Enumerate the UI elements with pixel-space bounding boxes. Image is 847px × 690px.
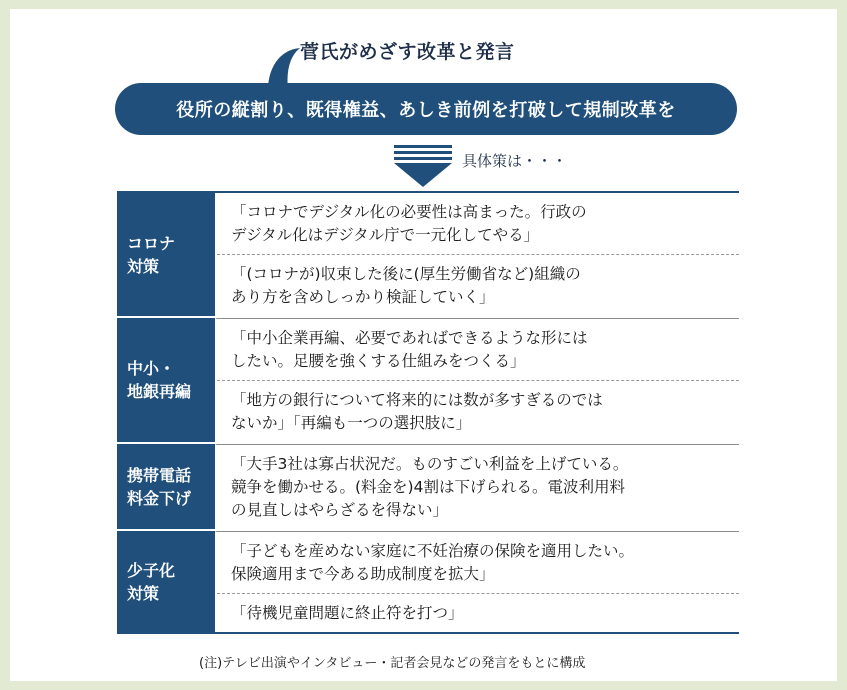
banner-text: 役所の縦割り、既得権益、あしき前例を打破して規制改革を — [176, 100, 676, 121]
policy-row-bank-reorg — [117, 316, 739, 442]
statement-item: 「子どもを産めない家庭に不妊治療の保険を適用したい。 保険適用まで今ある助成制度を拡大」 — [231, 542, 635, 583]
policy-table — [117, 191, 739, 634]
policy-row-birthrate — [117, 529, 739, 632]
policy-row-mobile-fees — [117, 442, 739, 529]
statement-list — [215, 318, 739, 442]
statement-list — [215, 193, 739, 316]
down-arrow-icon — [392, 145, 454, 187]
statement-item: 「大手3社は寡占状況だ。ものすごい利益を上げている。 競争を働かせる。(料金を)4割は下げられる。電波利用料 の見直しはやらざるを得ない」 — [231, 455, 629, 519]
statement-list — [215, 531, 739, 632]
statement-item: 「(コロナが)収束した後に(厚生労働省など)組織の あり方を含めしっかり検証していく」 — [217, 254, 739, 316]
policy-row-corona — [117, 193, 739, 316]
statement-item: 「コロナでデジタル化の必要性は高まった。行政の デジタル化はデジタル庁で一元化してやる」 — [231, 203, 587, 244]
statement-item: 「地方の銀行について将来的には数が多すぎるのでは ないか」「再編も一つの選択肢に」 — [217, 380, 739, 442]
statement-item: 「中小企業再編、必要であればできるような形には したい。足腰を強くする仕組みをつくる」 — [231, 329, 588, 370]
category-label: 携帯電話 料金下げ — [117, 444, 215, 529]
category-label: 中小・ 地銀再編 — [117, 318, 215, 442]
page-title: 菅氏がめざす改革と発言 — [300, 41, 515, 63]
statement-list — [215, 444, 739, 529]
category-label: コロナ 対策 — [117, 193, 215, 316]
category-label: 少子化 対策 — [117, 531, 215, 632]
statement-item: 「待機児童問題に終止符を打つ」 — [217, 593, 739, 632]
subtitle: 具体策は・・・ — [462, 152, 568, 170]
source-note: (注)テレビ出演やインタビュー・記者会見などの発言をもとに構成 — [199, 656, 586, 671]
banner-bubble — [115, 83, 737, 135]
